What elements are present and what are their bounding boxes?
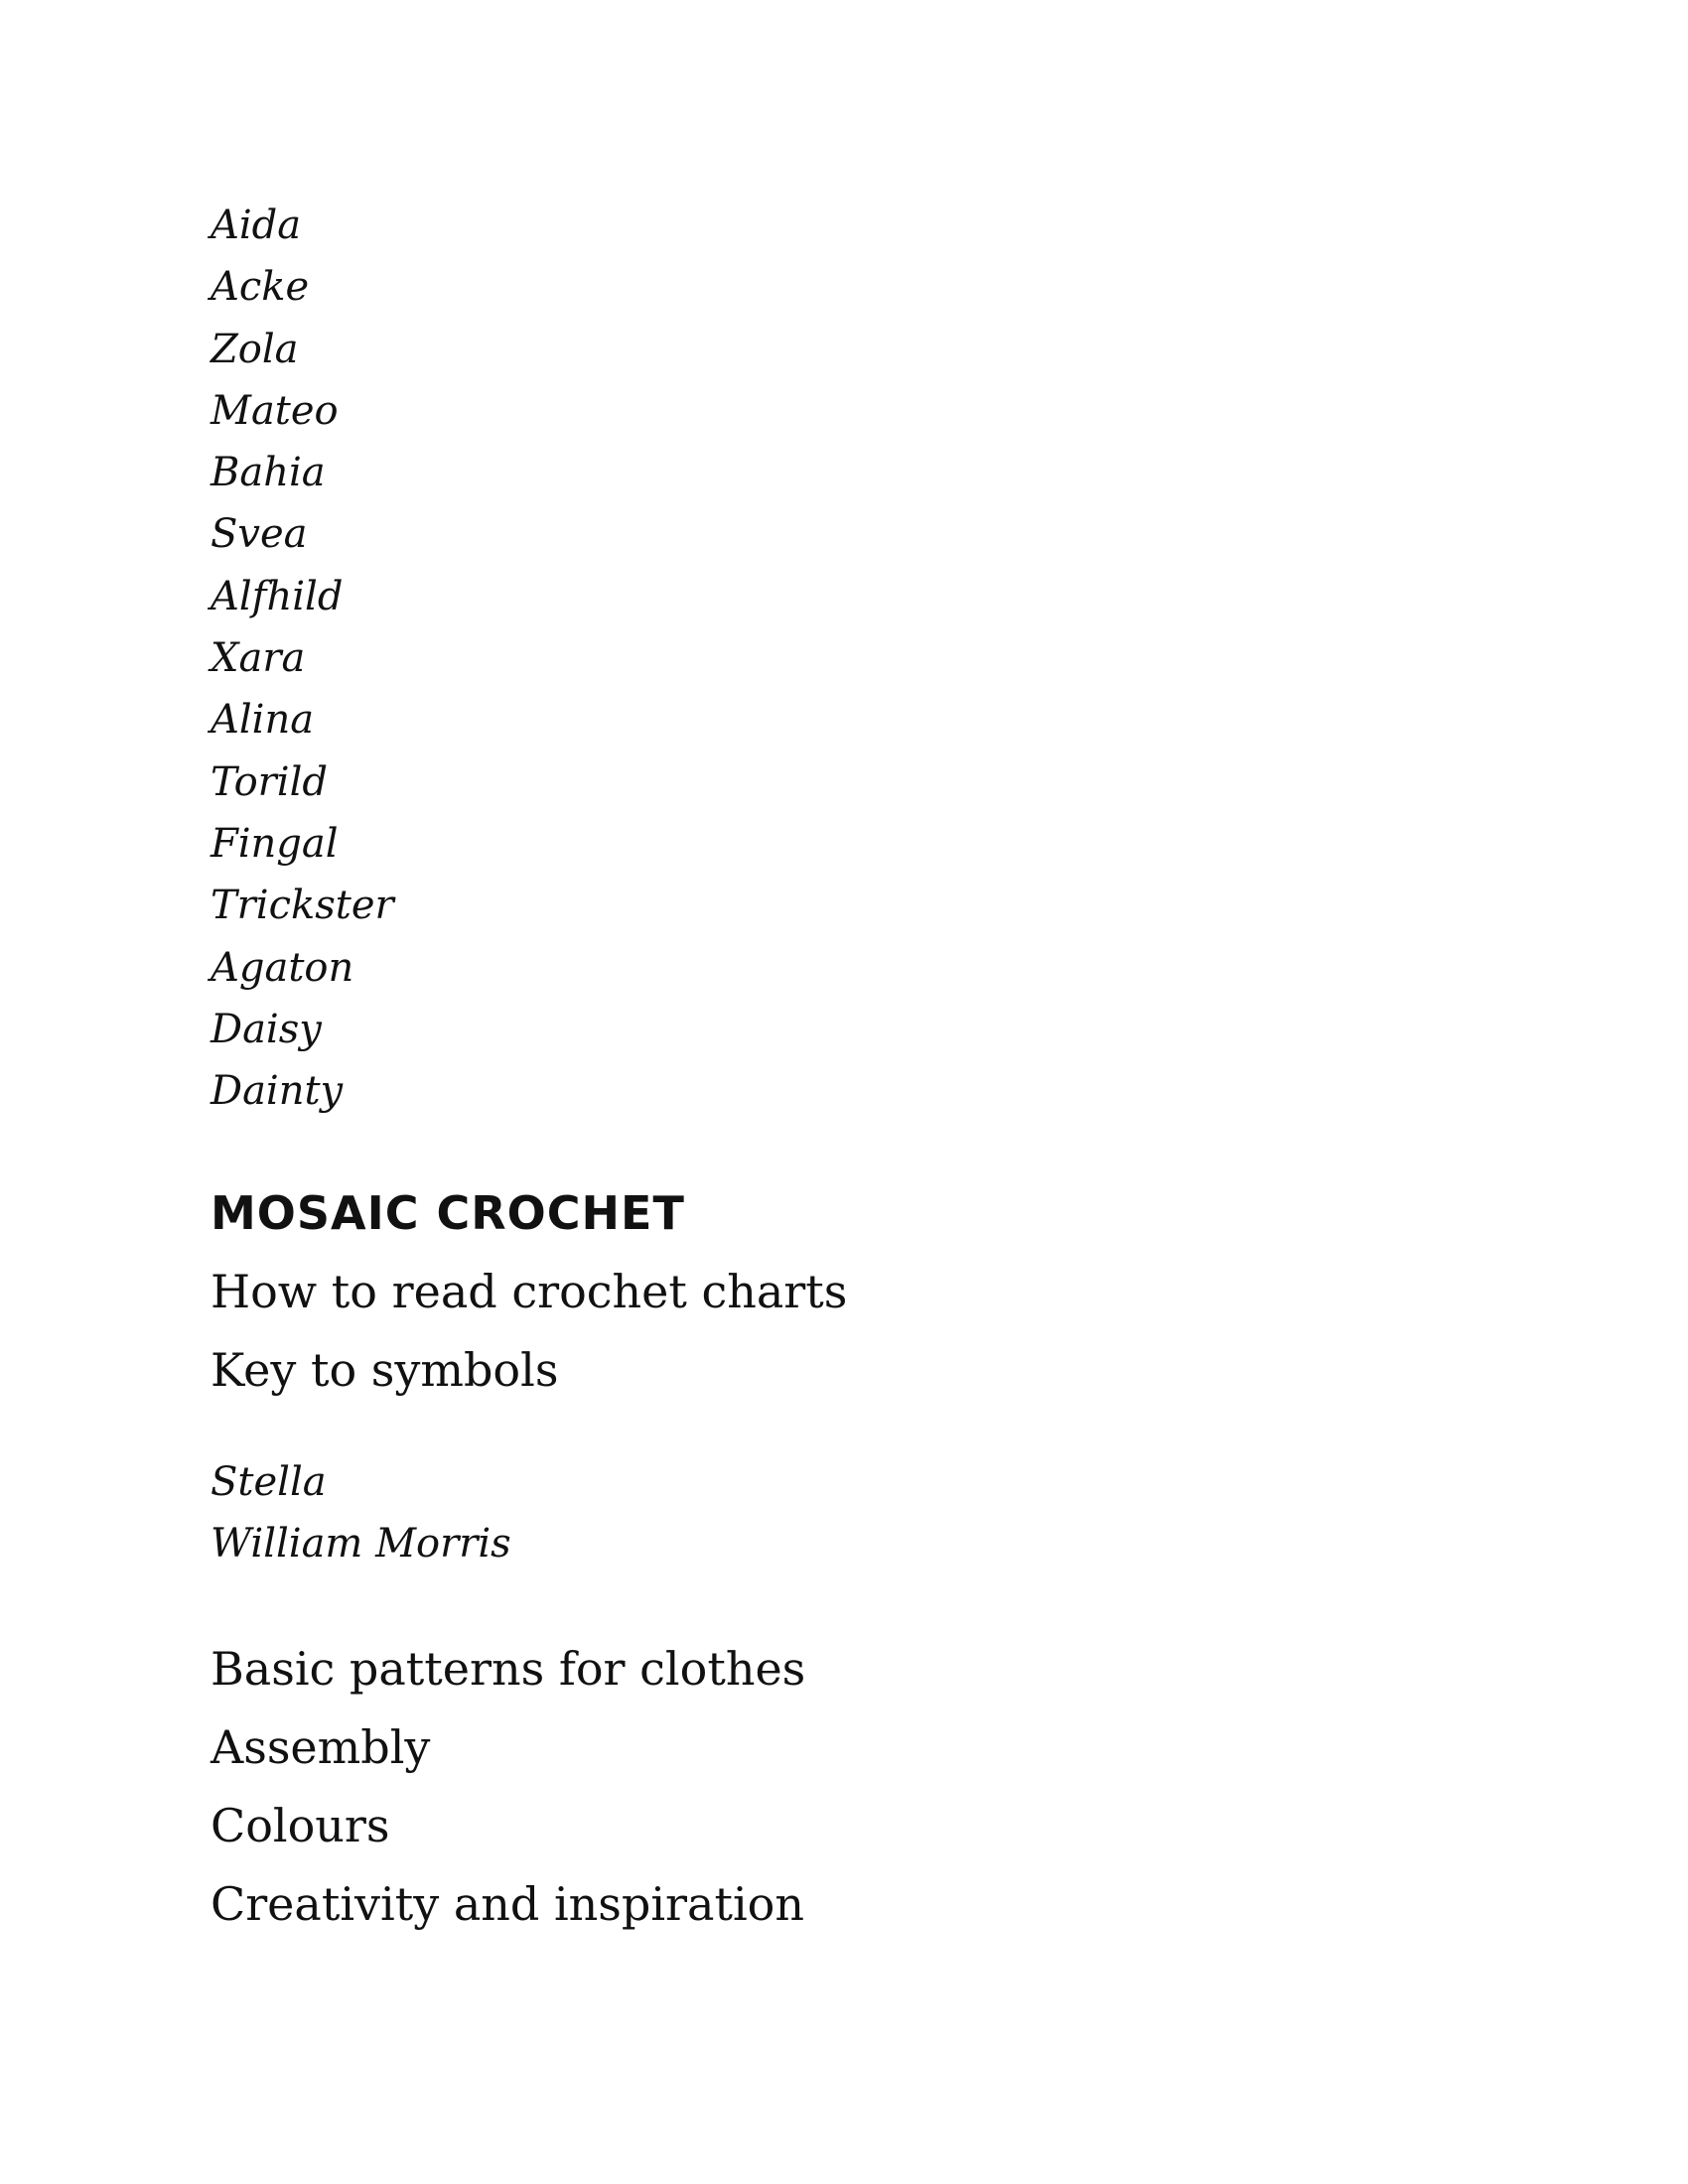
list-item: Mateo	[211, 387, 339, 434]
more-topic-list	[211, 1630, 805, 1944]
pattern-name-list	[211, 195, 394, 1122]
list-item: Alina	[211, 697, 315, 744]
list-item: Torild	[211, 758, 328, 805]
list-item: Agaton	[211, 944, 354, 991]
list-item: Alfhild	[211, 573, 344, 619]
list-item: Svea	[211, 511, 308, 558]
section-heading: MOSAIC CROCHET	[211, 1186, 685, 1240]
list-item: Creativity and inspiration	[211, 1877, 804, 1931]
list-item: Colours	[211, 1799, 390, 1852]
list-item: William Morris	[211, 1521, 511, 1567]
list-item: Dainty	[211, 1068, 344, 1115]
list-item: Bahia	[211, 450, 326, 496]
list-item: Key to symbols	[211, 1343, 559, 1397]
list-item: Acke	[211, 264, 310, 311]
mosaic-pattern-list	[211, 1451, 511, 1574]
list-item: Aida	[211, 203, 302, 248]
list-item: Trickster	[211, 883, 394, 929]
list-item: How to read crochet charts	[211, 1265, 848, 1318]
intro-topic-list	[211, 1253, 847, 1410]
list-item: Stella	[211, 1459, 327, 1505]
list-item: Daisy	[211, 1006, 322, 1052]
contents-page	[211, 0, 1501, 2184]
list-item: Basic patterns for clothes	[211, 1642, 806, 1696]
list-item: Fingal	[211, 820, 339, 867]
list-item: Xara	[211, 635, 306, 682]
list-item: Zola	[211, 326, 299, 372]
list-item: Assembly	[211, 1720, 431, 1774]
